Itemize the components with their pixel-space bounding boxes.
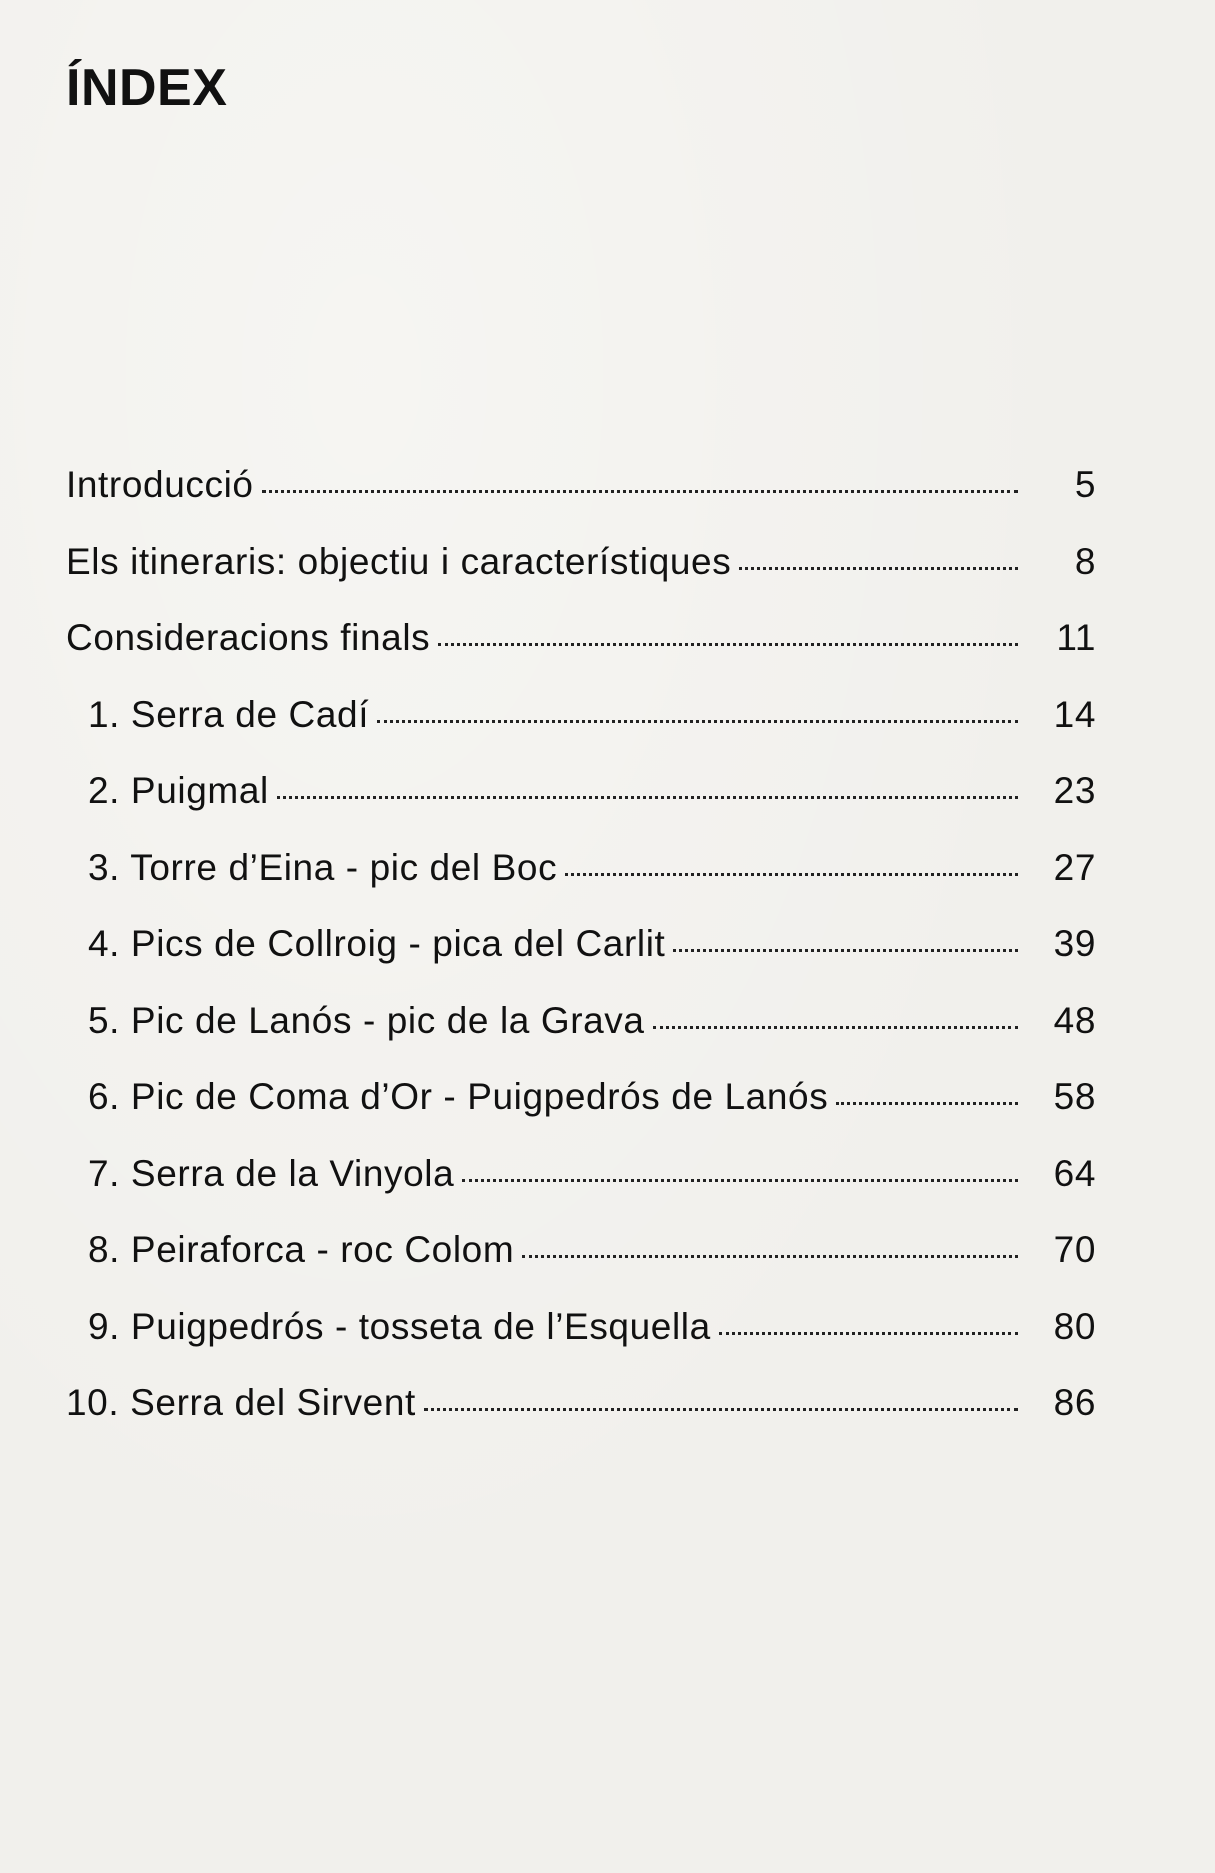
toc-entry (66, 1384, 1096, 1461)
toc-entry (66, 999, 1096, 1079)
toc-entry (66, 466, 1096, 543)
toc-entry (66, 1078, 1096, 1155)
dot-leader (565, 873, 1018, 876)
toc-entry-page: 27 (1053, 846, 1096, 888)
toc-entry (66, 1305, 1096, 1385)
toc-entry-title: 9. Puigpedrós - tosseta de l’Esquella (88, 1305, 711, 1347)
dot-leader (277, 796, 1018, 799)
toc-entry-title: 3. Torre d’Eina - pic del Boc (88, 846, 558, 888)
toc-entry-page: 64 (1053, 1152, 1096, 1194)
toc-entry-title: 10. Serra del Sirvent (66, 1382, 416, 1423)
toc-entry-title: Els itineraris: objectiu i característiques (66, 540, 732, 582)
toc-entry-page: 48 (1053, 999, 1096, 1041)
dot-leader (836, 1102, 1018, 1105)
toc-entry-page: 8 (1074, 540, 1096, 582)
dot-leader (424, 1408, 1018, 1411)
toc-entry (66, 693, 1096, 773)
toc-entry-page: 39 (1053, 923, 1096, 964)
dot-leader (377, 720, 1018, 723)
toc-entry-page: 23 (1053, 770, 1096, 811)
toc-entry-page: 11 (1056, 617, 1096, 658)
dot-leader (462, 1179, 1018, 1182)
toc-entry-page: 58 (1053, 1076, 1096, 1117)
toc-entry-page: 86 (1053, 1382, 1096, 1423)
toc-entry-page: 80 (1053, 1305, 1096, 1347)
toc-entry-title: Introducció (66, 464, 254, 505)
toc-entry (66, 1231, 1096, 1308)
toc-entry-page: 70 (1053, 1229, 1096, 1270)
toc-entry (66, 846, 1096, 926)
toc-entry (66, 1152, 1096, 1232)
toc-entry-page: 5 (1074, 464, 1096, 505)
toc-entry-title: 6. Pic de Coma d’Or - Puigpedrós de Lanós (88, 1076, 829, 1117)
toc-entry (66, 772, 1096, 849)
toc-entry-title: 4. Pics de Collroig - pica del Carlit (88, 923, 666, 964)
dot-leader (262, 490, 1018, 493)
toc-entry (66, 619, 1096, 696)
table-of-contents (66, 466, 1096, 1461)
toc-entry (66, 540, 1096, 620)
toc-entry-page: 14 (1053, 693, 1096, 735)
toc-entry-title: 7. Serra de la Vinyola (88, 1152, 455, 1194)
toc-entry (66, 925, 1096, 1002)
toc-entry-title: 8. Peiraforca - roc Colom (88, 1229, 515, 1270)
dot-leader (739, 567, 1018, 570)
page-title: ÍNDEX (66, 59, 228, 117)
dot-leader (653, 1026, 1018, 1029)
toc-entry-title: 5. Pic de Lanós - pic de la Grava (88, 999, 645, 1041)
toc-entry-title: 2. Puigmal (88, 770, 269, 811)
dot-leader (522, 1255, 1018, 1258)
dot-leader (719, 1332, 1018, 1335)
dot-leader (438, 643, 1018, 646)
toc-entry-title: Consideracions finals (66, 617, 431, 658)
toc-entry-title: 1. Serra de Cadí (88, 693, 370, 735)
dot-leader (673, 949, 1018, 952)
